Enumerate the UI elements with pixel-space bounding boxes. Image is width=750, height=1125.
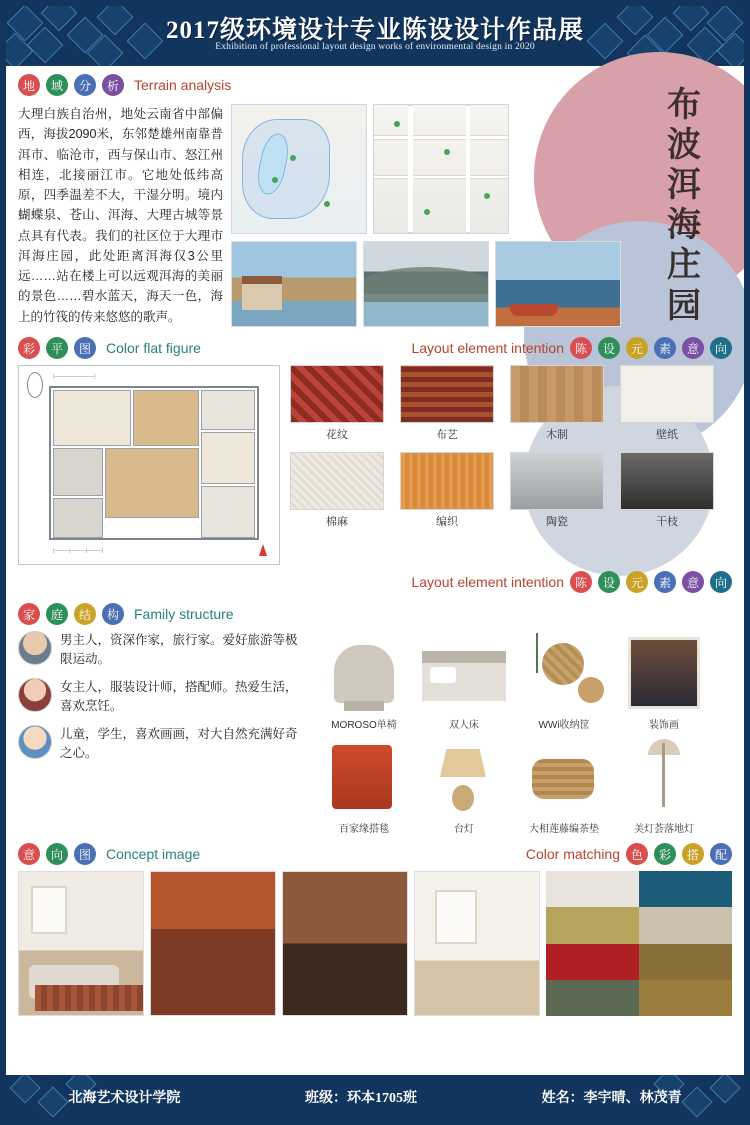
palette-swatch-2	[639, 871, 732, 907]
pill-icon-7: 图	[74, 337, 96, 359]
pill-icon-17: 素	[654, 571, 676, 593]
floor-lamp-image	[618, 735, 710, 819]
footer-name: 姓名：李宇晴、林茂青	[541, 1091, 682, 1106]
vertical-char-5: 庄	[667, 247, 703, 285]
product-cell	[518, 735, 610, 835]
table-lamp-image	[418, 735, 510, 819]
pill-icon-10: 元	[626, 337, 648, 359]
material-cell	[400, 452, 494, 529]
material-cell	[400, 365, 494, 442]
concept-body	[18, 871, 732, 1016]
material-caption: 干枝	[656, 516, 678, 528]
material-caption: 木制	[546, 429, 568, 441]
material-swatch-wood	[510, 365, 604, 423]
product-caption: 台灯	[454, 824, 474, 835]
poster-footer	[6, 1075, 744, 1119]
terrain-label: Terrain analysis	[134, 77, 232, 93]
color-flat-label: Color flat figure	[106, 340, 201, 356]
pill-icon-12: 意	[682, 337, 704, 359]
layout-intention-label-2: Layout element intention	[411, 574, 564, 590]
palette-swatch-1	[546, 871, 639, 907]
bohemian-corner-image	[150, 871, 276, 1016]
family-member-text: 男主人，资深作家，旅行家。爱好旅游等极限运动。	[60, 633, 298, 667]
colored-floorplan-image: |————————| |———|———|———|	[18, 365, 280, 565]
storage-basket-image	[518, 631, 610, 715]
dining-room-image	[282, 871, 408, 1016]
street-map-image	[373, 104, 509, 234]
pill-icon-26: 图	[74, 843, 96, 865]
family-heading	[18, 603, 732, 625]
poster-subtitle: Exhibition of professional layout design works of environmental design in 2020	[215, 42, 535, 52]
section-terrain-analysis	[18, 74, 734, 327]
material-swatch-ceramic	[510, 452, 604, 510]
mountain-lake-photo	[363, 241, 489, 327]
living-room-image	[18, 871, 144, 1016]
north-arrow-icon	[27, 372, 43, 398]
product-cell	[618, 735, 710, 835]
product-caption: MOROSO单椅	[331, 720, 397, 731]
region-map-image	[231, 104, 367, 234]
pill-icon-15: 设	[598, 571, 620, 593]
section-color-flat-heading	[18, 337, 732, 359]
material-cell	[290, 452, 384, 529]
palette-swatch-4	[639, 907, 732, 943]
vertical-char-4: 海	[667, 207, 703, 245]
color-matching-heading	[522, 843, 732, 865]
pill-icon-22: 结	[74, 603, 96, 625]
product-caption: 百家缘搭毯	[339, 824, 389, 835]
boat-lake-photo	[495, 241, 621, 327]
product-caption: WWi收纳筐	[538, 720, 590, 731]
pill-icon-25: 向	[46, 843, 68, 865]
product-grid	[318, 631, 710, 835]
concept-label: Concept image	[106, 846, 201, 862]
rattan-pouf-image	[518, 735, 610, 819]
footer-class: 班级：环本1705班	[304, 1091, 417, 1106]
pill-icon-18: 意	[682, 571, 704, 593]
floorplan-entry-arrow-icon	[259, 544, 267, 556]
material-cell	[290, 365, 384, 442]
material-cell	[620, 452, 714, 529]
layout-intention-heading-1	[407, 337, 732, 359]
maps-row	[231, 104, 621, 234]
palette-swatch-3	[546, 907, 639, 943]
material-swatch-pattern	[290, 365, 384, 423]
pill-icon-9: 设	[598, 337, 620, 359]
poster-title: 2017级环境设计专业陈设设计作品展	[165, 17, 584, 44]
material-cell	[510, 365, 604, 442]
product-cell	[518, 631, 610, 731]
pill-icon-16: 元	[626, 571, 648, 593]
pill-icon-14: 陈	[570, 571, 592, 593]
material-caption: 棉麻	[326, 516, 348, 528]
double-bed-image	[418, 631, 510, 715]
material-caption: 花纹	[326, 429, 348, 441]
product-caption: 大相莲藤编茶垫	[529, 824, 599, 835]
color-flat-body	[18, 365, 732, 565]
product-caption: 双人床	[449, 720, 479, 731]
family-member-text: 女主人，服装设计师，搭配师。热爱生活，喜欢烹饪。	[60, 679, 298, 714]
pill-icon-29: 搭	[682, 843, 704, 865]
material-swatch-branch	[620, 452, 714, 510]
section-family-structure	[18, 603, 732, 835]
pill-icon-30: 配	[710, 843, 732, 865]
material-caption: 布艺	[436, 429, 458, 441]
pill-icon-5: 彩	[18, 337, 40, 359]
section-concept-heading	[18, 843, 732, 865]
vertical-char-6: 园	[667, 287, 703, 325]
material-swatch-cotton	[290, 452, 384, 510]
material-cell	[620, 365, 714, 442]
material-caption: 编织	[436, 516, 458, 528]
product-caption: 美灯荟落地灯	[634, 824, 694, 835]
color-matching-label: Color matching	[525, 846, 620, 862]
male-avatar	[18, 631, 52, 665]
pill-icon-23: 构	[102, 603, 124, 625]
armchair-image	[318, 631, 410, 715]
pill-icon-20: 家	[18, 603, 40, 625]
layout-intention-label-1: Layout element intention	[411, 340, 564, 356]
material-cell	[510, 452, 604, 529]
concept-heading	[18, 843, 200, 865]
vertical-char-2: 波	[667, 127, 703, 165]
pill-icon-1: 地	[18, 74, 40, 96]
pill-icon-24: 意	[18, 843, 40, 865]
wall-art-image	[618, 631, 710, 715]
pill-icon-3: 分	[74, 74, 96, 96]
terrain-body	[18, 104, 734, 327]
material-swatch-fabric	[400, 365, 494, 423]
product-cell	[318, 735, 410, 835]
vertical-char-1: 布	[667, 87, 703, 124]
terrain-visuals	[231, 104, 621, 327]
product-cell	[618, 631, 710, 731]
product-caption: 装饰画	[649, 720, 679, 731]
family-member	[18, 725, 308, 764]
material-swatch-weave	[400, 452, 494, 510]
material-caption: 壁纸	[656, 429, 678, 441]
project-vertical-title	[650, 86, 720, 327]
product-cell	[318, 631, 410, 731]
terrain-photos	[231, 241, 621, 327]
family-members	[18, 631, 308, 835]
lake-village-photo	[231, 241, 357, 327]
material-swatch-wallpaper	[620, 365, 714, 423]
pill-icon-8: 陈	[570, 337, 592, 359]
palette-swatch-6	[639, 944, 732, 980]
pill-icon-19: 向	[710, 571, 732, 593]
family-body	[18, 631, 732, 835]
pill-icon-11: 素	[654, 337, 676, 359]
palette-swatch-8	[639, 980, 732, 1016]
child-avatar	[18, 725, 52, 759]
vertical-char-3: 洱	[667, 167, 703, 205]
palette-swatch-5	[546, 944, 639, 980]
family-member	[18, 678, 308, 717]
palette-swatch-7	[546, 980, 639, 1016]
layout-intention-heading-2	[18, 571, 732, 593]
pill-icon-13: 向	[710, 337, 732, 359]
throw-blanket-image	[318, 735, 410, 819]
terrain-heading	[18, 74, 734, 96]
family-label: Family structure	[134, 606, 234, 622]
pill-icon-27: 色	[626, 843, 648, 865]
color-flat-heading	[18, 337, 201, 359]
footer-school: 北海艺术设计学院	[68, 1091, 181, 1106]
pill-icon-6: 平	[46, 337, 68, 359]
pill-icon-2: 域	[46, 74, 68, 96]
terrain-description: 大理白族自治州，地处云南省中部偏西，海拔2090米，东邻楚雄州南靠普洱市、临沧市，西与保山市、怒江州相连，北接丽江市。它地处低纬高原，四季温差不大，干湿分明。境内蝴蝶泉、苍山、洱海、大理古城等景点具有代表。我们的社区位于大理市洱海庄园，此处距离洱海仅3公里远……站在楼上可以远观洱海的美丽的景色……碧水蓝天，海天一色，海上的竹筏的传来悠悠的歌声。	[18, 107, 223, 324]
pill-icon-21: 庭	[46, 603, 68, 625]
material-caption: 陶瓷	[546, 516, 568, 528]
bedroom-image	[414, 871, 540, 1016]
pill-icon-4: 析	[102, 74, 124, 96]
color-palette	[546, 871, 732, 1016]
female-avatar	[18, 678, 52, 712]
family-member-text: 儿童，学生，喜欢画画，对大自然充满好奇之心。	[60, 726, 298, 760]
product-cell	[418, 735, 510, 835]
family-member	[18, 631, 308, 670]
material-swatch-grid	[290, 365, 714, 565]
product-cell	[418, 631, 510, 731]
pill-icon-28: 彩	[654, 843, 676, 865]
